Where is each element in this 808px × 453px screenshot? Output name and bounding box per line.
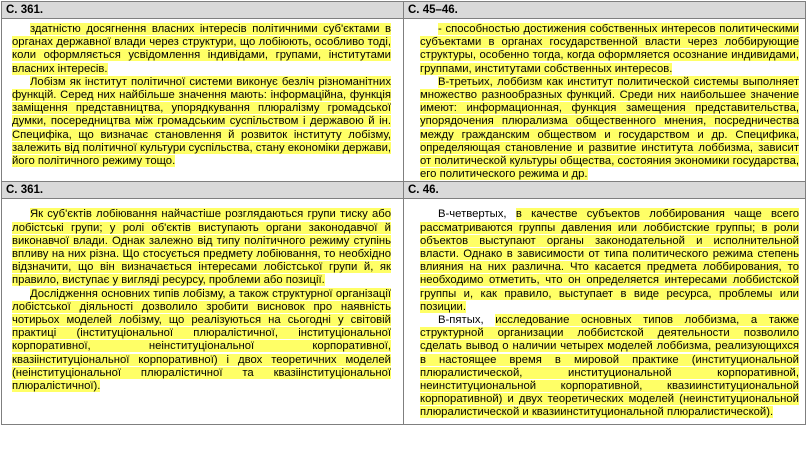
highlighted-text: исследование основных типов лоббизма, а также структурной организации лоббистской деятельности позволило сделать вывод о наличии четырех моделей лоббизма, реализующихся в настоящее время в мировой практике (институциональной плюралистической, институциональной корпоративной, неинституциональной корпоративной, квазиинституциональной корпоративной) и двух теоретических моделей (неинституциональной плюралистической и квазиинституциональной плюралистической). [420,314,799,419]
highlighted-text: Лобізм як інститут політичної системи виконує безліч різноманітних функцій. Серед них найбільше значення мають: інформаційна, функція заміщення представництва, упорядкування плюралізму громадської думки, посередництва між громадським суспільством і державою й ін. Специфіка, що визначає становлення й розвиток інституту лобізму, залежить від політичної культури суспільства, стану економіки держави, його політичного режиму тощо. [12,75,392,168]
right-page-ref: С. 46. [404,182,806,199]
right-page-ref: С. 45–46. [404,2,806,19]
highlighted-text: В-третьих, лоббизм как институт политической системы выполняет множество разнообразных функций. Среди них наибольшее значение имеют: информационная, функция замещения представительства, упорядочения плюрализма общественного мнения, посредничества между гражданским обществом и государством и др. Специфика, определяющая становление и развитие института лоббизма, зависит от политической культуры общества, состояния экономики государства, его политического режима и др. [420,75,799,181]
text-paragraph [420,314,799,420]
text-paragraph [420,23,799,76]
left-text-cell [2,199,404,424]
highlighted-text: Дослідження основних типів лобізму, а також структурної організації лобістської діяльності дозволило зробити висновок про наявність чотирьох моделей лобізму, що реалізуються на сьогодні у світовій практиці (інституціональної плюралістичної, інституціональної корпоративної, неінституціональної корпоративної, квазіінституціональної корпоративної) і двох теоретичних моделей (неінституціональної плюралістичної та квазіінституціональної плюралістичної). [12,287,391,393]
text-paragraph [12,288,391,394]
highlighted-text: в качестве субъектов лоббирования чаще всего рассматриваются группы давления или лоббистские группы; в роли объектов выступают органы законодательной и исполнительной власти. Однако в зависимости от типа политического режима степень влияния на них различна. Что касается предмета лоббирования, то необходимо отметить, что он определяется интересами лоббистской группы и, как правило, выступает в виде ресурса, проблемы или позиции. [420,208,799,313]
row-2-header [2,182,806,199]
text-paragraph [12,23,391,76]
right-text-cell [404,199,806,424]
text-paragraph [12,208,391,287]
highlighted-text: Як суб'єктів лобіювання найчастіше розглядаються групи тиску або лобістські групи; у ролі об'єктів виступають органи законодавчої й виконавчої влади. Однак залежно від типу політичного режиму ступінь впливу на них різна. Що стосується предмету лобіювання, то необхідно відзначити, що він визначається інтересами лобістської групи й, як правило, виступає у вигляді ресурсу, проблеми або позиції. [12,208,391,287]
left-page-ref: С. 361. [2,2,404,19]
highlighted-text: - способностью достижения собственных интересов политическими субъектами в органах государственной власти через лоббирующие структуры, особенно тогда, когда оформляется осознание индивидами, группами, институтами собственных интересов. [420,23,799,75]
comparison-table [1,1,806,425]
text-paragraph [420,76,799,182]
text-paragraph [420,208,799,314]
highlighted-text: здатністю досягнення власних інтересів політичними суб'єктами в органах державної влади через структури, що лобіюють, особливо тоді, коли оформляється усвідомлення індивідами, групами, інститутами власних інтересів. [12,23,391,75]
row-1-header [2,2,806,19]
right-text-cell [404,19,806,182]
text-paragraph [12,76,391,168]
row-2-body [2,199,806,424]
left-text-cell [2,19,404,182]
left-page-ref: С. 361. [2,182,404,199]
row-1-body [2,19,806,182]
plain-text: В-четвертых, [438,208,516,221]
plain-text: В-пятых, [438,314,496,327]
